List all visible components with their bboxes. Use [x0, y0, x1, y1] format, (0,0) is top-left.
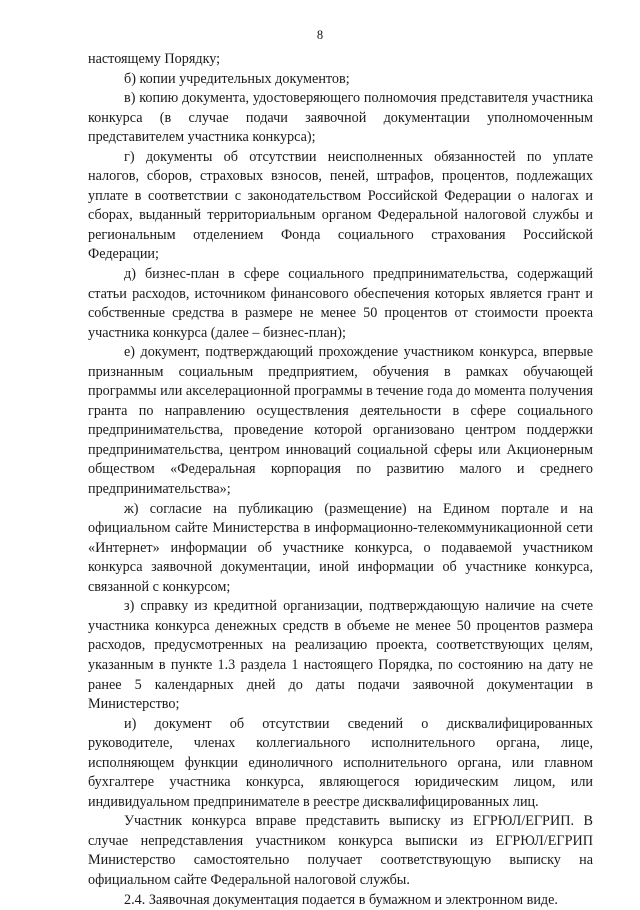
paragraph: ж) согласие на публикацию (размещение) на Едином портале и на официальном сайте Министерства в информационно-телекоммуникационной сети «Интернет» информации об участнике конкурса, о подаваемой участником конкурса заявочной документации, иной информации об участнике конкурса, связанной с конкурсом;: [88, 500, 593, 595]
paragraph: д) бизнес-план в сфере социального предпринимательства, содержащий статьи расходов, источником финансового обеспечения которых является грант и собственные средства в размере не менее 50 процентов от стоимости проекта участника конкурса (далее – бизнес-план);: [88, 266, 593, 341]
paragraph: б) копии учредительных документов;: [124, 70, 350, 87]
paragraph: в) копию документа, удостоверяющего полномочия представителя участника конкурса (в случае подачи заявочной документации уполномоченным представителем участника конкурса);: [88, 90, 593, 146]
document-body: [88, 50, 593, 910]
paragraph: з) справку из кредитной организации, подтверждающую наличие на счете участника конкурса денежных средств в объеме не менее 50 процентов размера расходов, предусмотренных на реализацию проекта, соответствующих целям, указанным в пункте 1.3 раздела 1 настоящего Порядка, по состоянию на дату не ранее 5 календарных дней до даты подачи заявочной документации в Министерство;: [88, 598, 593, 713]
page-number: 8: [316, 28, 324, 42]
paragraph: г) документы об отсутствии неисполненных обязанностей по уплате налогов, сборов, страховых взносов, пеней, штрафов, процентов, подлежащих уплате в соответствии с законодательством Российской Федерации о налогах и сборах, выданный территориальным органом Федеральной налоговой службы и региональным отделением Фонда социального страхования Российской Федерации;: [88, 148, 593, 263]
paragraph: 2.4. Заявочная документация подается в бумажном и электронном виде.: [124, 891, 558, 908]
paragraph: Участник конкурса вправе представить выписку из ЕГРЮЛ/ЕГРИП. В случае непредставления участником конкурса выписки из ЕГРЮЛ/ЕГРИП Министерство самостоятельно получает соответствующую выписку на официальном сайте Федеральной налоговой службы.: [88, 813, 593, 888]
paragraph: настоящему Порядку;: [88, 51, 221, 67]
paragraph: и) документ об отсутствии сведений о дисквалифицированных руководителе, членах коллегиального исполнительного органа, лице, исполняющем функции единоличного исполнительного органа, или главном бухгалтере участника конкурса, являющегося юридическим лицом, или индивидуальном предпринимателе в реестре дисквалифицированных лиц.: [88, 715, 593, 810]
paragraph: е) документ, подтверждающий прохождение участником конкурса, впервые признанным социальным предприятием, обучения в рамках обучающей программы или акселерационной программы в течение года до момента получения гранта по направлению осуществления деятельности в сфере социального предпринимательства, проведение которой организовано центром поддержки предпринимательства, центром инноваций социальной сферы или Акционерным обществом «Федеральная корпорация по развитию малого и среднего предпринимательства»;: [88, 344, 593, 498]
